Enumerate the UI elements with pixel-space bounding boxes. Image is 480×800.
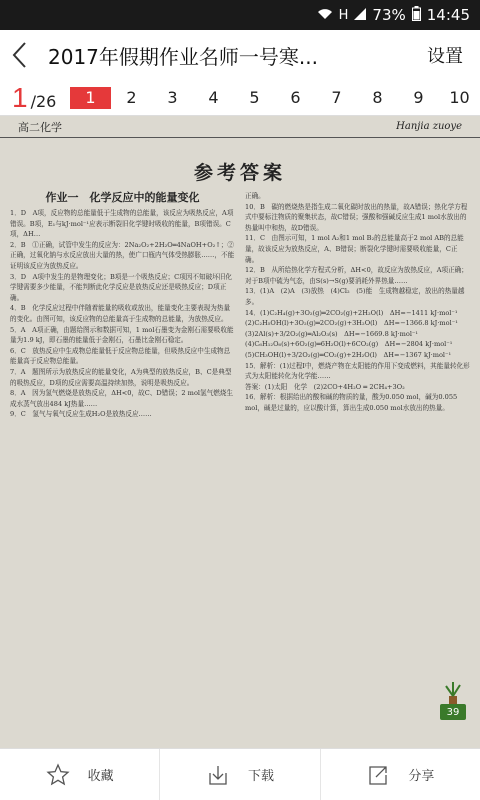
page-tab-4[interactable]: 4 <box>208 88 219 107</box>
page-title: 2017年假期作业名师一号寒... <box>48 44 318 69</box>
current-page: 1 <box>12 81 28 113</box>
answer-paragraph: (2)C₂H₅OH(l)+3O₂(g)═2CO₂(g)+3H₂O(l) ΔH=−1366.8 kJ·mol⁻¹ <box>245 319 458 328</box>
answer-paragraph: 6．C 放热反应中生成物总能量低于反应物总能量，但吸热反应中生成物总能量高于反应物总能量。 <box>10 346 231 366</box>
page-tab-2[interactable]: 2 <box>126 88 137 107</box>
battery-icon <box>412 6 421 25</box>
document-header <box>0 116 480 138</box>
page-selector <box>0 80 480 116</box>
answer-paragraph: 16．解析：根据给出的酸和碱的物质的量，酸为0.050 mol，碱为0.055 mol，碱是过量的，应以酸计算，算出生成0.050 mol水放出的热量。 <box>245 393 458 412</box>
answer-paragraph: 3．D A项中发生的是物理变化；B项是一个吸热反应；C项因不知破坏旧化学键需要多少能量，不能判断此化学反应是放热反应还是吸热反应；D项正确。 <box>10 272 232 302</box>
answer-paragraph: (4)C₆H₁₂O₆(s)+6O₂(g)═6H₂O(l)+6CO₂(g) ΔH=−2804 kJ·mol⁻¹ <box>245 340 453 349</box>
page-tab-10[interactable]: 10 <box>449 88 470 107</box>
page-tab-8[interactable]: 8 <box>372 88 383 107</box>
total-pages: /26 <box>30 91 57 111</box>
answer-paragraph: 1．D A项，反应物的总能量低于生成物的总能量，该反应为吸热反应，A项错误。B项，E₁与kJ·mol⁻¹应表示断裂旧化学键时吸收的能量，B项错误。C项，ΔH… <box>10 209 234 239</box>
answer-paragraph: 答案：(1)太阳 化学 (2)2CO+4H₂O ═ 2CH₄+3O₂ <box>245 382 405 391</box>
star-icon <box>46 763 70 787</box>
answer-paragraph: 13．(1)A (2)A (3)放热 (4)Cl₂ (5)能 生成物越稳定，放出的热量越多。 <box>245 287 465 306</box>
answer-paragraph: 10．B 碳的燃烧热是指生成二氧化碳时放出的热量，故A错误；热化学方程式中要标注物质的聚集状态，故C错误；强酸和强碱反应生成1 mol水放出的热量叫中和热，故D错误。 <box>245 202 468 232</box>
page-tab-5[interactable]: 5 <box>249 88 260 107</box>
answer-paragraph: 2．B ①正确，试管中发生的反应为：2Na₂O₂+2H₂O═4NaOH+O₂↑；②正确，过氧化钠与水反应放出大量的热，使广口瓶内气体受热膨胀……，不能证明该反应为放热反应。 <box>10 240 235 270</box>
page-indicator <box>0 81 70 113</box>
favorite-button[interactable] <box>0 749 160 800</box>
answer-paragraph: 14．(1)C₂H₄(g)+3O₂(g)═2CO₂(g)+2H₂O(l) ΔH=−1411 kJ·mol⁻¹ <box>245 308 458 317</box>
status-bar <box>0 0 480 30</box>
plant-decoration-icon <box>442 680 464 704</box>
answer-paragraph: 12．B 从所给热化学方程式分析，ΔH<0，故反应为放热反应，A项正确；对于B项中硫为气态，由S(s)→S(g)要消耗外界热量…… <box>245 266 468 285</box>
app-bar <box>0 30 480 80</box>
page-tab-6[interactable]: 6 <box>290 88 301 107</box>
clock: 14:45 <box>426 6 470 24</box>
answer-paragraph: 11．C 由图示可知，1 mol A₂和1 mol B₂的总能量高于2 mol AB的总能量，故该反应为放热反应，A、B错误；断裂化学键时需要吸收能量，C正确。 <box>245 234 464 264</box>
right-column <box>245 191 470 420</box>
page-tab-1[interactable]: 1 <box>70 87 111 109</box>
answer-paragraph: 正确。 <box>245 192 265 200</box>
signal-icon <box>354 6 366 24</box>
document-page-number: 39 <box>440 704 466 720</box>
answer-paragraph: 15．解析：(1)过程Ⅰ中，燃烧产物在太阳能的作用下变成燃料，其能量转化形式为太阳能转化为化学能…… <box>245 361 470 381</box>
page-tab-9[interactable]: 9 <box>413 88 424 107</box>
wifi-icon <box>317 6 333 24</box>
answer-paragraph: 7．A 题图所示为放热反应的能量变化，A为典型的放热反应，B、C是典型的吸热反应，D项的反应需要高温持续加热，说明是吸热反应。 <box>10 367 232 387</box>
answer-paragraph: 5．A A项正确，由题给图示和数据可知，1 mol石墨变为金刚石需要吸收能量为1.9 kJ，即石墨的能量低于金刚石，石墨比金刚石稳定。 <box>10 325 234 345</box>
download-button[interactable] <box>160 749 320 800</box>
answer-paragraph: 8．A 因为氢气燃烧是放热反应，ΔH<0，故C、D错误；2 mol氢气燃烧生成水蒸气放出484 kJ热量…… <box>10 389 233 408</box>
document-title: 参考答案 <box>193 162 286 184</box>
bottom-toolbar <box>0 748 480 800</box>
answer-paragraph: 4．B 化学反应过程中伴随着能量的吸收或放出，能量变化主要表现为热量的变化。由图可知，该反应物的总能量高于生成物的总能量，为放热反应。 <box>10 304 231 323</box>
favorite-label: 收藏 <box>87 769 114 784</box>
download-icon <box>206 763 230 787</box>
share-label: 分享 <box>408 769 435 784</box>
answer-paragraph: (5)CH₃OH(l)+3/2O₂(g)═CO₂(g)+2H₂O(l) ΔH=−1367 kJ·mol⁻¹ <box>245 350 452 359</box>
battery-level: 73% <box>372 6 406 24</box>
back-button[interactable] <box>0 30 40 80</box>
document-subject: 高二化学 <box>18 120 62 134</box>
left-column <box>10 191 235 420</box>
share-button[interactable] <box>321 749 480 800</box>
document-series: Hanjia zuoye <box>396 121 462 132</box>
answer-paragraph: 9．C 氢气与氧气反应生成H₂O是放热反应…… <box>10 410 152 419</box>
section-title: 作业一 化学反应中的能量变化 <box>45 191 200 204</box>
settings-button[interactable]: 设置 <box>427 46 463 67</box>
back-arrow-icon <box>10 41 30 69</box>
page-tab-7[interactable]: 7 <box>331 88 342 107</box>
share-icon <box>366 763 390 787</box>
page-tab-3[interactable]: 3 <box>167 88 178 107</box>
download-label: 下载 <box>247 769 274 784</box>
signal-type: H <box>338 7 349 23</box>
page-tabs <box>70 80 480 116</box>
answer-paragraph: (3)2Al(s)+3/2O₂(g)═Al₂O₃(s) ΔH=−1669.8 kJ·mol⁻¹ <box>245 329 419 338</box>
document-page[interactable] <box>0 116 480 748</box>
